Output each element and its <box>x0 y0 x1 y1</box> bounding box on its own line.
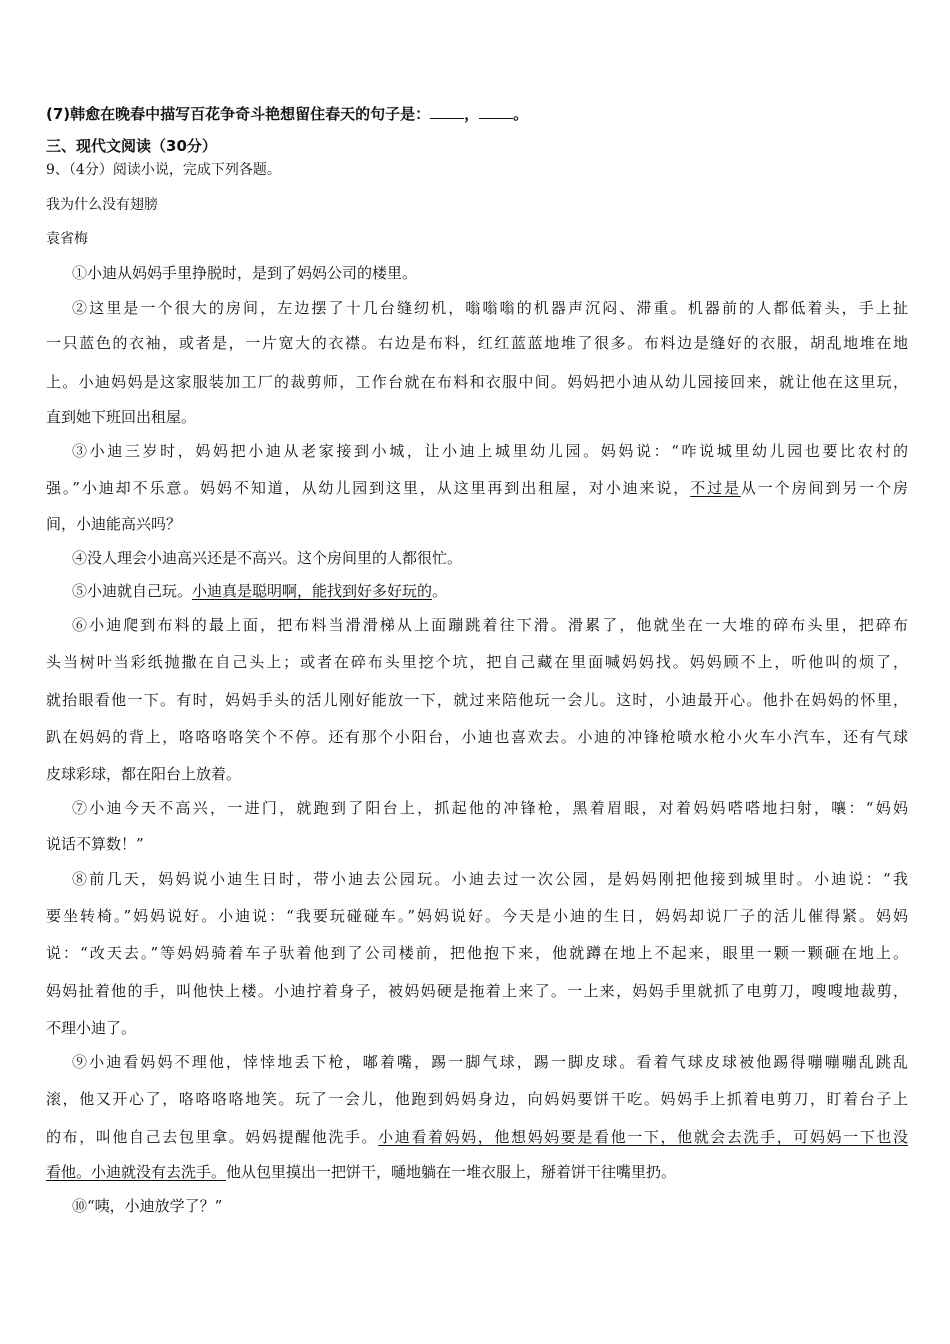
question-7 <box>46 104 908 124</box>
paragraph-7-line-2: 说话不算数！” <box>46 835 144 853</box>
paragraph-7-line-1: ⑦小迪今天不高兴，一进门，就跑到了阳台上，抓起他的冲锋枪，黑着眉眼，对着妈妈嗒嗒地扫射，嚷：“妈妈 <box>72 799 908 817</box>
paragraph-9-line-2: 滚，他又开心了，咯咯咯咯地笑。玩了一会儿，他跑到妈妈身边，向妈妈要饼干吃。妈妈手上抓着电剪刀，盯着台子上 <box>46 1090 908 1108</box>
underlined-sentence-clever: 小迪真是聪明啊，能找到好多好玩的 <box>192 582 433 600</box>
paragraph-10-line-1: ⑩“咦，小迪放学了？” <box>72 1197 223 1215</box>
paragraph-8-line-1: ⑧前几天，妈妈说小迪生日时，带小迪去公园玩。小迪去过一次公园，是妈妈刚把他接到城里时。小迪说：“我 <box>72 870 908 888</box>
question-7-end: 。 <box>513 105 529 123</box>
paragraph-5-line-1 <box>72 581 908 601</box>
paragraph-1-line-1: ①小迪从妈妈手里挣脱时，是到了妈妈公司的楼里。 <box>72 264 418 282</box>
paragraph-3-line-2 <box>46 478 908 498</box>
underlined-sentence-wash-hands-2: 看他。小迪就没有去洗手。 <box>46 1163 227 1181</box>
paragraph-9-line-4-tail: 他从包里摸出一把饼干，嗵地躺在一堆衣服上，掰着饼干往嘴里扔。 <box>226 1163 677 1181</box>
paragraph-8-line-3: 说：“改天去。”等妈妈骑着车子驮着他到了公司楼前，把他抱下来，他就蹲在地上不起来，眼里一颗一颗砸在地上。 <box>46 944 908 962</box>
paragraph-9-line-4 <box>46 1162 908 1182</box>
paragraph-5-end: 。 <box>432 582 448 600</box>
story-title: 我为什么没有翅膀 <box>46 197 158 213</box>
paragraph-6-line-5: 皮球彩球，都在阳台上放着。 <box>46 765 242 783</box>
paragraph-9-line-3-text: 的布，叫他自己去包里拿。妈妈提醒他洗手。 <box>46 1128 379 1146</box>
section-heading: 三、现代文阅读（30分） <box>46 137 217 155</box>
paragraph-3-line-2-text: 强。”小迪却不乐意。妈妈不知道，从幼儿园到这里，从这里再到出租屋，对小迪来说， <box>46 479 691 497</box>
answer-blank-2[interactable] <box>479 104 513 119</box>
paragraph-6-line-2: 头当树叶当彩纸抛撒在自己头上；或者在碎布头里挖个坑，把自己藏在里面喊妈妈找。妈妈顾不上，听他叫的烦了， <box>46 653 908 671</box>
paragraph-3-line-2-tail: 从一个房间到另一个房 <box>740 479 908 497</box>
underlined-phrase-bu-guo-shi: 不过是 <box>690 479 741 497</box>
paragraph-6-line-1: ⑥小迪爬到布料的最上面，把布料当滑滑梯从上面蹦跳着往下滑。滑累了，他就坐在一大堆的碎布头里，把碎布 <box>72 616 908 634</box>
paragraph-2-line-1: ②这里是一个很大的房间，左边摆了十几台缝纫机，嗡嗡嗡的机器声沉闷、滞重。机器前的人都低着头，手上扯 <box>72 299 908 317</box>
paragraph-3-line-1: ③小迪三岁时，妈妈把小迪从老家接到小城，让小迪上城里幼儿园。妈妈说：“咋说城里幼儿园也要比农村的 <box>72 442 908 460</box>
paragraph-6-line-3: 就抬眼看他一下。有时，妈妈手头的活儿刚好能放一下，就过来陪他玩一会儿。这时，小迪最开心。他扑在妈妈的怀里， <box>46 691 908 709</box>
question-7-separator: ， <box>464 105 480 123</box>
underlined-sentence-wash-hands-1: 小迪看着妈妈，他想妈妈要是看他一下，他就会去洗手，可妈妈一下也没 <box>378 1128 908 1146</box>
paragraph-6-line-4: 趴在妈妈的背上，咯咯咯咯笑个不停。还有那个小阳台，小迪也喜欢去。小迪的冲锋枪喷水枪小火车小汽车，还有气球 <box>46 728 908 746</box>
paragraph-5-text: ⑤小迪就自己玩。 <box>72 582 193 600</box>
question-9-prompt: 9、（4分）阅读小说，完成下列各题。 <box>46 162 281 178</box>
paragraph-9-line-1: ⑨小迪看妈妈不理他，悻悻地丢下枪，嘟着嘴，踢一脚气球，踢一脚皮球。看着气球皮球被他踢得嘣嘣嘣乱跳乱 <box>72 1053 908 1071</box>
paragraph-4-line-1: ④没人理会小迪高兴还是不高兴。这个房间里的人都很忙。 <box>72 549 463 567</box>
paragraph-9-line-3 <box>46 1127 908 1147</box>
paragraph-8-line-4: 妈妈扯着他的手，叫他快上楼。小迪拧着身子，被妈妈硬是拖着上来了。一上来，妈妈手里就抓了电剪刀，嗖嗖地裁剪， <box>46 982 908 1000</box>
paragraph-2-line-2: 一只蓝色的衣袖，或者是，一片宽大的衣襟。右边是布料，红红蓝蓝地堆了很多。布料边是缝好的衣服，胡乱地堆在地 <box>46 334 908 352</box>
question-7-text: (7)韩愈在晚春中描写百花争奇斗艳想留住春天的句子是： <box>46 105 431 123</box>
story-author: 袁省梅 <box>46 231 88 247</box>
paragraph-8-line-2: 要坐转椅。”妈妈说好。小迪说：“我要玩碰碰车。”妈妈说好。今天是小迪的生日，妈妈却说厂子的活儿催得紧。妈妈 <box>46 907 908 925</box>
paragraph-2-line-3: 上。小迪妈妈是这家服装加工厂的裁剪师，工作台就在布料和衣服中间。妈妈把小迪从幼儿园接回来，就让他在这里玩， <box>46 373 908 391</box>
answer-blank-1[interactable] <box>430 104 464 119</box>
paragraph-3-line-3: 间，小迪能高兴吗？ <box>46 515 182 533</box>
paragraph-8-line-5: 不理小迪了。 <box>46 1019 137 1037</box>
paragraph-2-line-4: 直到她下班回出租屋。 <box>46 408 197 426</box>
